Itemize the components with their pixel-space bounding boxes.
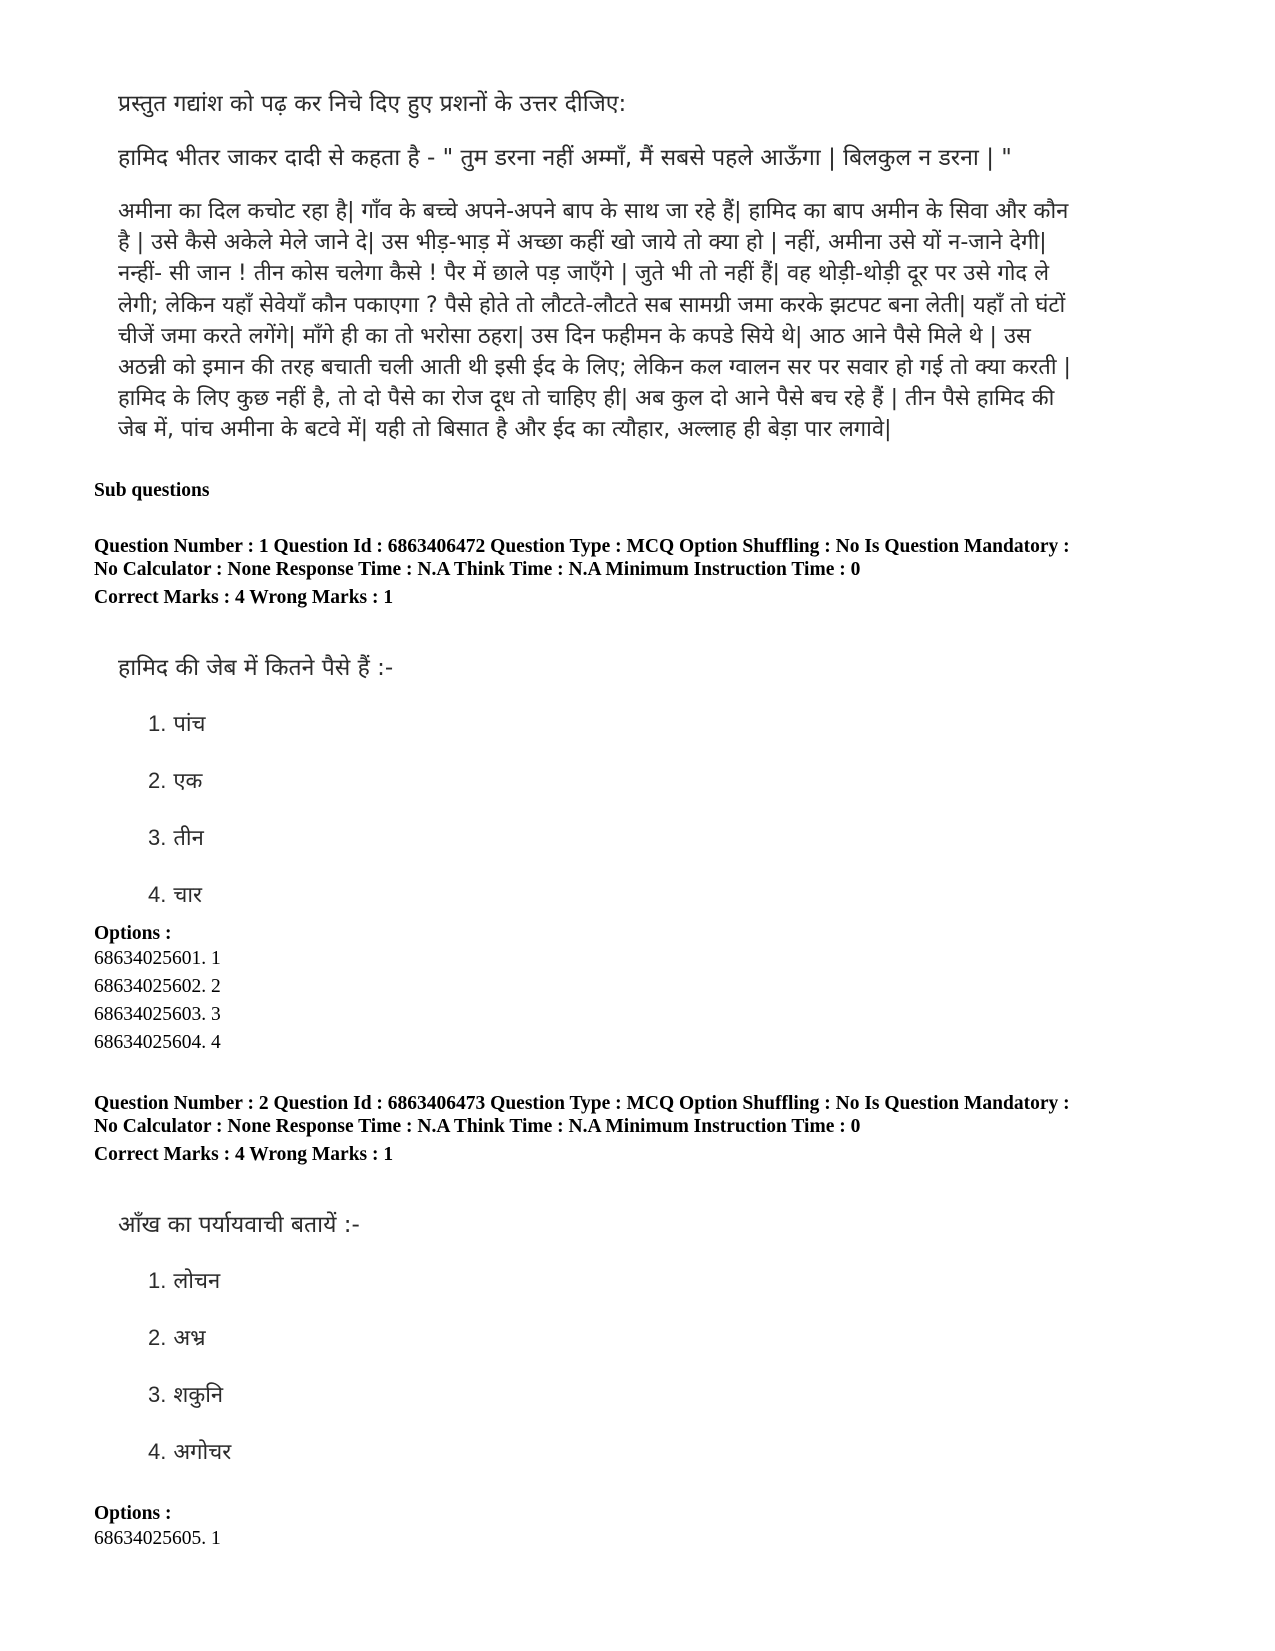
passage-quote: हामिद भीतर जाकर दादी से कहता है - " तुम डरना नहीं अम्माँ, मैं सबसे पहले आऊँगा | बिलकुल न डरना | " bbox=[118, 145, 1012, 171]
choice-number: 4. bbox=[148, 1439, 167, 1464]
passage-instruction: प्रस्तुत गद्यांश को पढ़ कर निचे दिए हुए प्रशनों के उत्तर दीजिए: bbox=[118, 91, 627, 117]
question-1-marks: Correct Marks : 4 Wrong Marks : 1 bbox=[94, 587, 394, 608]
choice-number: 4. bbox=[148, 882, 167, 907]
question-1-options-label: Options : bbox=[94, 923, 172, 944]
choice-number: 2. bbox=[148, 768, 167, 793]
choice-number: 3. bbox=[148, 825, 167, 850]
choice-text: पांच bbox=[173, 712, 206, 737]
question-1-choice-4 bbox=[148, 879, 202, 909]
passage-line: जेब में, पांच अमीना के बटवे में| यही तो बिसात है और ईद का त्यौहार, अल्लाह ही बेड़ा पार लगावे| bbox=[118, 417, 892, 443]
choice-text: शकुनि bbox=[173, 1383, 224, 1408]
question-2-options-label: Options : bbox=[94, 1503, 172, 1524]
question-1-choice-1 bbox=[148, 708, 206, 738]
question-2-choice-4 bbox=[148, 1436, 231, 1466]
choice-number: 1. bbox=[148, 1268, 167, 1293]
option-row: 68634025602. 2 bbox=[94, 976, 221, 997]
passage-line: नन्हीं- सी जान ! तीन कोस चलेगा कैसे ! पैर में छाले पड़ जाएँगे | जुते भी तो नहीं हैं| वह थोड़ी-थोड़ी दूर पर उसे गोद ले bbox=[118, 261, 1049, 287]
passage-line: अमीना का दिल कचोट रहा है| गाँव के बच्चे अपने-अपने बाप के साथ जा रहे हैं| हामिद का बाप अमीन के सिवा और कौन bbox=[118, 199, 1069, 224]
sub-questions-heading: Sub questions bbox=[94, 480, 210, 501]
question-1-choice-2 bbox=[148, 765, 202, 795]
passage-line: है | उसे कैसे अकेले मेले जाने दे| उस भीड़-भाड़ में अच्छा कहीं खो जाये तो क्या हो | नहीं, अमीना उसे यों न-जाने देगी| bbox=[118, 230, 1047, 256]
choice-text: अभ्र bbox=[173, 1326, 206, 1351]
option-row: 68634025601. 1 bbox=[94, 948, 221, 969]
choice-text: लोचन bbox=[173, 1269, 221, 1294]
passage-line: हामिद के लिए कुछ नहीं है, तो दो पैसे का रोज दूध तो चाहिए ही| अब कुल दो आने पैसे बच रहे हैं | तीन पैसे हामिद की bbox=[118, 386, 1055, 412]
question-2-choice-3 bbox=[148, 1379, 223, 1409]
passage-line: अठन्नी को इमान की तरह बचाती चली आती थी इसी ईद के लिए; लेकिन कल ग्वालन सर पर सवार हो गई तो क्या करती | bbox=[118, 354, 1071, 380]
question-1-meta-line2: No Calculator : None Response Time : N.A Think Time : N.A Minimum Instruction Time : 0 bbox=[94, 559, 861, 580]
choice-number: 2. bbox=[148, 1325, 167, 1350]
choice-text: तीन bbox=[173, 826, 204, 851]
question-2-meta-line2: No Calculator : None Response Time : N.A Think Time : N.A Minimum Instruction Time : 0 bbox=[94, 1116, 861, 1137]
question-1-meta-line1: Question Number : 1 Question Id : 6863406472 Question Type : MCQ Option Shuffling : No Is Question Mandatory : bbox=[94, 536, 1070, 557]
choice-text: एक bbox=[173, 769, 203, 794]
choice-text: अगोचर bbox=[173, 1440, 232, 1465]
question-2-choice-1 bbox=[148, 1265, 220, 1295]
option-row: 68634025603. 3 bbox=[94, 1004, 221, 1025]
question-2-choice-2 bbox=[148, 1322, 206, 1352]
passage-line: लेगी; लेकिन यहाँ सेवेयाँ कौन पकाएगा ? पैसे होते तो लौटते-लौटते सब सामग्री जमा करके झटपट बना लेती| यहाँ तो घंटों bbox=[118, 292, 1066, 318]
choice-number: 1. bbox=[148, 711, 167, 736]
option-row: 68634025604. 4 bbox=[94, 1032, 221, 1053]
option-row: 68634025605. 1 bbox=[94, 1528, 221, 1549]
question-1-choice-3 bbox=[148, 822, 204, 852]
question-1-text: हामिद की जेब में कितने पैसे हैं :- bbox=[118, 655, 394, 681]
passage-line: चीजें जमा करते लगेंगे| माँगे ही का तो भरोसा ठहरा| उस दिन फहीमन के कपडे सिये थे| आठ आने पैसे मिले थे | उस bbox=[118, 323, 1031, 349]
choice-text: चार bbox=[173, 883, 203, 908]
question-2-text: आँख का पर्यायवाची बतायें :- bbox=[118, 1212, 360, 1238]
passage-body bbox=[118, 196, 1208, 446]
choice-number: 3. bbox=[148, 1382, 167, 1407]
question-2-marks: Correct Marks : 4 Wrong Marks : 1 bbox=[94, 1144, 394, 1165]
question-2-meta-line1: Question Number : 2 Question Id : 6863406473 Question Type : MCQ Option Shuffling : No Is Question Mandatory : bbox=[94, 1093, 1070, 1114]
